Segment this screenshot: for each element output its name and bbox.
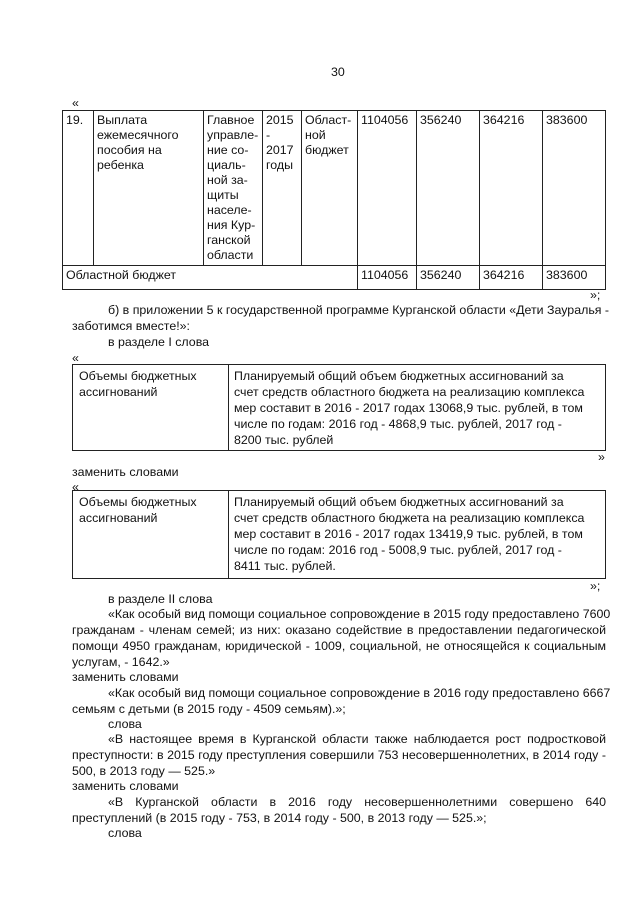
summary-2017-cell: 383600 bbox=[543, 266, 606, 290]
period-cell: 2015 - 2017 годы bbox=[263, 111, 302, 266]
table-row bbox=[63, 111, 606, 266]
quote4-line2: преступлений (в 2015 году - 753, в 2014 году - 500, в 2013 году — 525.»; bbox=[72, 811, 487, 825]
quote-close-table1: »; bbox=[590, 288, 601, 302]
table-summary-row bbox=[63, 266, 606, 290]
year-2015-cell: 356240 bbox=[417, 111, 480, 266]
quote-close-box2: »; bbox=[590, 579, 601, 593]
quote3-line1: «В настоящее время в Курганской области также наблюдается рост подростковой bbox=[108, 732, 606, 746]
new-funding-label: Объемы бюджетных ассигнований bbox=[79, 495, 197, 525]
summary-2015-cell: 356240 bbox=[417, 266, 480, 290]
summary-label-cell: Областной бюджет bbox=[63, 266, 358, 290]
program-table bbox=[62, 110, 606, 290]
words-label: слова bbox=[108, 717, 142, 731]
quote1-line2: гражданам - членам семей; из них: оказано содействие в предоставлении педагогической bbox=[72, 623, 606, 637]
old-funding-box bbox=[72, 364, 606, 451]
quote3-line3: 500, в 2013 году — 525.» bbox=[72, 764, 216, 778]
quote4-line1: «В Курганской области в 2016 году несовершеннолетними совершено 640 bbox=[108, 795, 606, 809]
old-funding-label: Объемы бюджетных ассигнований bbox=[79, 369, 197, 399]
old-funding-text: Планируемый общий объем бюджетных ассигнований за счет средств областного бюджета на реализацию комплекса мер составит в 2016 - 2017 годах 13068,9 тыс. рублей, в том числе по годам: 2016 год - 4868,9 тыс. рублей, 2017 год - 8200 тыс. рублей bbox=[234, 369, 585, 447]
box-divider bbox=[228, 365, 229, 450]
summary-2016-cell: 364216 bbox=[480, 266, 543, 290]
funding-source-cell: Област- ной бюджет bbox=[302, 111, 358, 266]
quote-open-table1: « bbox=[72, 96, 79, 110]
quote-open-box1: « bbox=[72, 351, 79, 365]
page-number: 30 bbox=[331, 65, 345, 79]
quote2-line2: семьям с детьми (в 2015 году - 4509 семьям).»; bbox=[72, 702, 346, 716]
summary-total-cell: 1104056 bbox=[358, 266, 417, 290]
quote1-line1: «Как особый вид помощи социальное сопровождение в 2015 году предоставлено 7600 bbox=[108, 607, 611, 621]
new-funding-text: Планируемый общий объем бюджетных ассигнований за счет средств областного бюджета на реализацию комплекса мер составит в 2016 - 2017 годах 13419,9 тыс. рублей, в том числе по годам: 2016 год - 5008,9 тыс. рублей, 2017 год - 8411 тыс. рублей. bbox=[234, 495, 585, 573]
new-funding-box bbox=[72, 490, 606, 579]
words-label-2: слова bbox=[108, 826, 142, 840]
section2-words: в разделе II слова bbox=[108, 592, 213, 606]
box-divider bbox=[228, 491, 229, 578]
executor-cell: Главное управле- ние со- циаль- ной за- щиты населе- ния Кур- ганской области bbox=[204, 111, 263, 266]
replace-words-label-2: заменить словами bbox=[72, 670, 179, 684]
replace-words-label-3: заменить словами bbox=[72, 779, 179, 793]
quote-close-box1: » bbox=[598, 450, 605, 464]
total-cell: 1104056 bbox=[358, 111, 417, 266]
quote1-line3: помощи 4950 гражданам, юридической - 1009, социальной, не относящейся к социальным bbox=[72, 639, 606, 653]
para-b-line2: заботимся вместе!»: bbox=[72, 319, 191, 333]
para-b-line1: б) в приложении 5 к государственной программе Курганской области «Дети Зауралья - bbox=[108, 303, 610, 317]
quote3-line2: преступности: в 2015 году преступления совершили 753 несовершеннолетних, в 2014 году - bbox=[72, 748, 606, 762]
year-2017-cell: 383600 bbox=[543, 111, 606, 266]
quote1-line4: услугам, - 1642.» bbox=[72, 655, 170, 669]
measure-name-cell: Выплата ежемесячного пособия на ребенка bbox=[94, 111, 204, 266]
year-2016-cell: 364216 bbox=[480, 111, 543, 266]
replace-words-label: заменить словами bbox=[72, 465, 179, 479]
quote2-line1: «Как особый вид помощи социальное сопровождение в 2016 году предоставлено 6667 bbox=[108, 686, 611, 700]
para-b-line3: в разделе I слова bbox=[108, 335, 210, 349]
row-number-cell: 19. bbox=[63, 111, 94, 266]
quote-open-box2: « bbox=[72, 480, 79, 494]
